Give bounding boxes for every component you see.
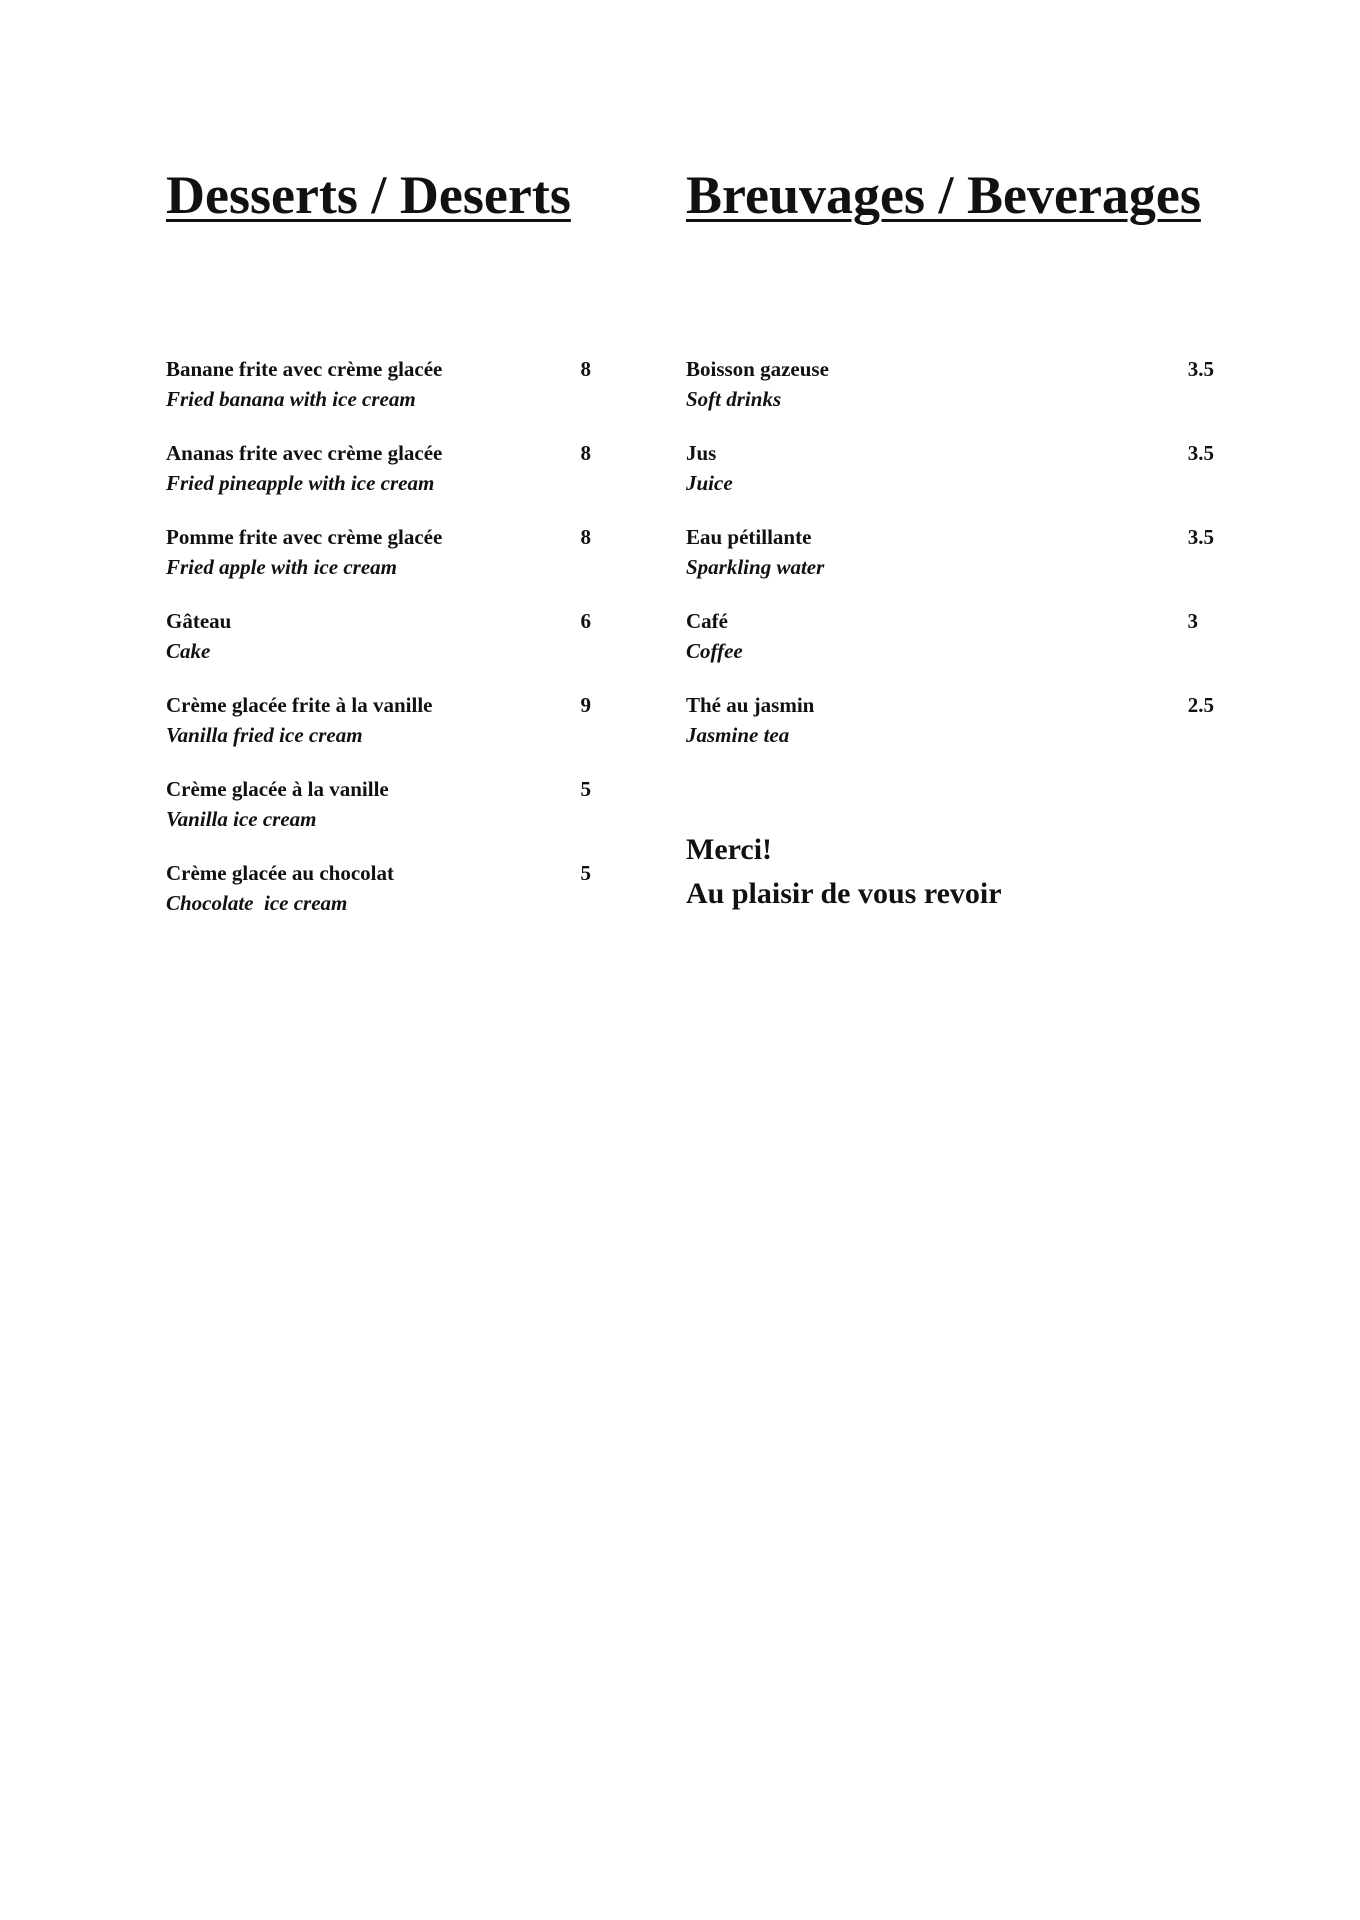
item-name-fr: Pomme frite avec crème glacée <box>166 525 443 549</box>
item-name-fr: Banane frite avec crème glacée <box>166 357 443 381</box>
item-name-fr: Café <box>686 609 728 633</box>
item-price: 8 <box>580 441 591 465</box>
item-name-en: Vanilla ice cream <box>166 807 317 831</box>
beverages-column <box>686 160 1214 910</box>
desserts-list <box>166 354 596 942</box>
beverages-title: Breuvages / Beverages <box>686 165 1201 225</box>
item-price: 3.5 <box>1187 525 1214 549</box>
item-name-en: Chocolate ice cream <box>166 891 348 915</box>
item-name-fr: Crème glacée frite à la vanille <box>166 693 433 717</box>
desserts-title: Desserts / Deserts <box>166 165 571 225</box>
item-name-en: Sparkling water <box>686 555 825 579</box>
item-price: 5 <box>580 861 591 885</box>
item-name-fr: Crème glacée à la vanille <box>166 777 389 801</box>
desserts-column <box>166 160 596 915</box>
beverage-item <box>686 522 1214 606</box>
item-name-en: Jasmine tea <box>686 723 790 747</box>
dessert-item <box>166 522 596 606</box>
dessert-item <box>166 606 596 690</box>
item-name-en: Fried banana with ice cream <box>166 387 416 411</box>
dessert-item <box>166 438 596 522</box>
beverage-item <box>686 438 1214 522</box>
item-name-fr: Boisson gazeuse <box>686 357 829 381</box>
item-name-en: Vanilla fried ice cream <box>166 723 363 747</box>
dessert-item <box>166 690 596 774</box>
closing-farewell: Au plaisir de vous revoir <box>686 877 1002 910</box>
dessert-item <box>166 354 596 438</box>
item-price: 3.5 <box>1187 441 1214 465</box>
beverages-list <box>686 354 1214 774</box>
item-name-en: Soft drinks <box>686 387 782 411</box>
item-price: 9 <box>580 693 591 717</box>
item-name-fr: Ananas frite avec crème glacée <box>166 441 443 465</box>
closing-message <box>686 828 1002 916</box>
closing-thanks: Merci! <box>686 833 773 866</box>
item-price: 2.5 <box>1187 693 1214 717</box>
item-name-fr: Thé au jasmin <box>686 693 815 717</box>
item-price: 8 <box>580 357 591 381</box>
dessert-item <box>166 774 596 858</box>
beverage-item <box>686 690 1214 774</box>
item-name-fr: Crème glacée au chocolat <box>166 861 394 885</box>
item-name-en: Juice <box>686 471 733 495</box>
item-name-fr: Gâteau <box>166 609 232 633</box>
item-name-en: Fried pineapple with ice cream <box>166 471 435 495</box>
item-name-fr: Eau pétillante <box>686 525 812 549</box>
item-price: 5 <box>580 777 591 801</box>
dessert-item <box>166 858 596 942</box>
item-price: 6 <box>580 609 591 633</box>
item-name-en: Fried apple with ice cream <box>166 555 397 579</box>
beverage-item <box>686 354 1214 438</box>
item-name-en: Cake <box>166 639 211 663</box>
beverage-item <box>686 606 1214 690</box>
item-name-fr: Jus <box>686 441 717 465</box>
item-price: 8 <box>580 525 591 549</box>
item-price: 3.5 <box>1187 357 1214 381</box>
item-name-en: Coffee <box>686 639 743 663</box>
item-price: 3 <box>1187 609 1198 633</box>
